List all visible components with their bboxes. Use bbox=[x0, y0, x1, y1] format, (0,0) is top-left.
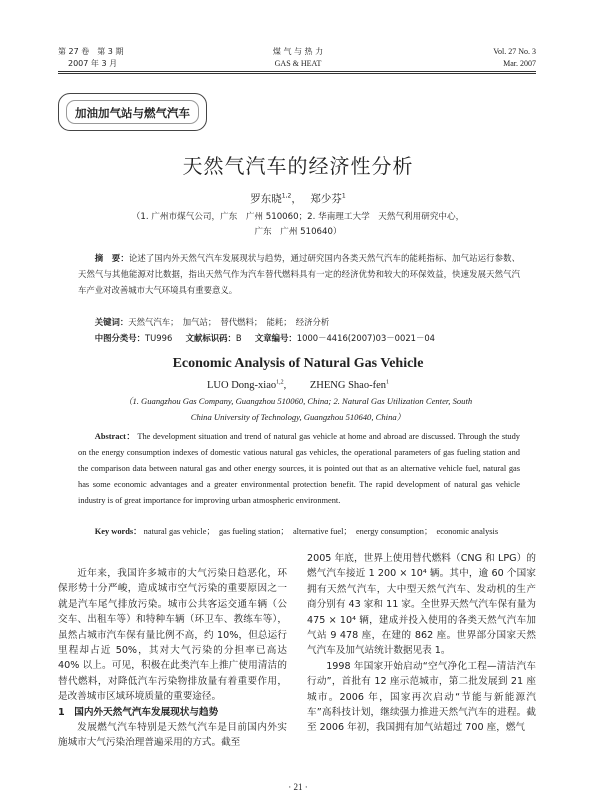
body-left-column bbox=[58, 566, 287, 751]
author-1-cn-affil: 1,2 bbox=[281, 192, 292, 200]
header-volume-en: Vol. 27 No. 3 bbox=[493, 47, 536, 56]
column-tag-box bbox=[58, 93, 207, 131]
author-2-en: ZHENG Shao-fen bbox=[309, 380, 386, 391]
clc-label: 中图分类号： bbox=[94, 333, 146, 343]
abstract-en-label: Abstract： bbox=[94, 432, 136, 441]
article-no-value: 1000－4416(2007)03－0021－04 bbox=[296, 333, 436, 343]
header-rule-top bbox=[58, 71, 536, 72]
title-cn: 天然气汽车的经济性分析 bbox=[182, 154, 414, 178]
author-1-cn: 罗东晓 bbox=[250, 193, 282, 205]
abstract-en-text: The development situation and trend of natural gas vehicle at home and abroad are discussed. Through the study on the energy consumption indexes of domestic vatious natural gas vehicles, the operational parameters of gas fueling station and the comparison data between natural gas and other energy sources, it is pointed out that as an alternative vehicle fuel, natural gas has some economic advantages and a greater environmental protection benefit. The rapid development of natural gas vehicle industry is of great importance for improving urban atmospheric environment. bbox=[78, 432, 520, 505]
keywords-cn-text: 天然气汽车； 加气站； 替代燃料； 能耗； 经济分析 bbox=[128, 317, 330, 327]
body-right-column bbox=[307, 551, 536, 736]
header-date-cn: 2007 年 3 月 bbox=[68, 59, 118, 68]
author-1-en-affil: 1,2 bbox=[276, 379, 284, 386]
keywords-cn-label: 关键词： bbox=[94, 317, 129, 327]
keywords-en bbox=[78, 524, 520, 540]
article-no-label: 文章编号： bbox=[254, 333, 297, 343]
column-tag-label: 加油加气站与燃气汽车 bbox=[75, 106, 190, 120]
keywords-en-text: natural gas vehicle； gas fueling station； alternative fuel； energy consumption； economic analysis bbox=[143, 527, 499, 536]
body-paragraph: 发展燃气汽车特别是天然气汽车是目前国内外实施城市大气污染治理普遍采用的方式。截至 bbox=[58, 722, 287, 749]
doc-code-value: B bbox=[235, 333, 242, 343]
author-1-en: LUO Dong-xiao bbox=[207, 380, 277, 391]
header-volume-cn: 第 27 卷 第 3 期 bbox=[58, 47, 124, 56]
author-2-cn: 郑少芬 bbox=[310, 193, 342, 205]
body-paragraph: 2005 年底，世界上使用替代燃料（CNG 和 LPG）的燃气汽车接近 1 200 × 10⁴ 辆。其中，逾 60 个国家拥有天然气汽车，大中型天然气汽车、发动机的生产商分别有 43 家和 11 家。全世界天然气汽车保有量为 475 × 10⁴ 辆，建成并投入使用的各类天然气汽车加气站 9 478 座，在建的 862 座。世界部分国家天然气汽车及加气站统计数据见表 1。 bbox=[307, 553, 536, 657]
header-journal-cn: 煤 气 与 热 力 bbox=[272, 47, 324, 56]
clc-value: TU996 bbox=[145, 333, 173, 343]
section-heading-1: 1 国内外天然气汽车发展现状与趋势 bbox=[58, 706, 219, 718]
affiliation-en-line1: （1. Guangzhou Gas Company, Guangzhou 510060, China; 2. Natural Gas Utilization Center, South bbox=[123, 396, 473, 406]
affiliation-cn-line1: （1. 广州市煤气公司，广东 广州 510060；2. 华南理工大学 天然气利用研究中心， bbox=[131, 212, 465, 222]
doc-code-label: 文献标识码： bbox=[185, 333, 236, 343]
header-journal-en: GAS & HEAT bbox=[274, 59, 322, 68]
header-date-en: Mar. 2007 bbox=[503, 59, 536, 68]
abstract-cn-text: 论述了国内外天然气汽车发展现状与趋势，通过研究国内各类天然气汽车的能耗指标、加气站运行参数、天然气与其他能源对比数据，指出天然气作为汽车替代燃料具有一定的经济优势和较大的环保效益，快速发展天然气汽车产业对改善城市大气环境具有重要意义。 bbox=[78, 253, 521, 295]
abstract-cn bbox=[78, 250, 520, 298]
author-2-en-affil: 1 bbox=[385, 379, 389, 386]
body-paragraph: 近年来，我国许多城市的大气污染日趋恶化，环保形势十分严峻，造成城市空气污染的重要原因之一就是汽车尾气排放污染。城市公共客运交通车辆（公交车、出租车等）和特种车辆（环卫车、教练车等），虽然占城市汽车保有量比例不高，约 10%，但总运行里程却占近 50%，其对大气污染的分担率已高达 40% 以上。可见，积极在此类汽车上推广使用清洁的替代燃料，对降低汽车污染物排放量有着重要作用，是改善城市区域环境质量的重要途径。 bbox=[58, 568, 287, 703]
affiliation-cn-line2: 广东 广州 510640） bbox=[254, 227, 342, 237]
classification-line bbox=[78, 330, 520, 346]
authors-en: LUO Dong-xiao$^{1,2}$, ZHENG Shao-fen$^1$ bbox=[207, 379, 389, 391]
abstract-cn-label: 摘 要： bbox=[94, 253, 129, 263]
body-paragraph: 1998 年国家开始启动“空气净化工程—清洁汽车行动”，首批有 12 座示范城市，第二批发展到 21 座城市。2006 年，国家再次启动“节能与新能源汽车”高科技计划，继续强力推进天然气汽车的进程。截至 2006 年初，我国拥有加气站超过 700 座，燃气 bbox=[307, 660, 536, 734]
affiliation-en-line2: China University of Technology, Guangzhou 510640, China） bbox=[190, 412, 406, 422]
author-2-cn-affil: 1 bbox=[341, 192, 346, 200]
abstract-en bbox=[78, 429, 520, 509]
keywords-en-label: Key words： bbox=[94, 527, 142, 536]
title-en: Economic Analysis of Natural Gas Vehicle bbox=[172, 356, 424, 371]
page-number: · 21 · bbox=[288, 782, 308, 792]
keywords-cn bbox=[78, 314, 520, 330]
authors-cn: 罗东晓$^{1,2}$， 郑少芬$^1$ bbox=[250, 192, 346, 205]
header-rule-bottom bbox=[58, 73, 536, 74]
